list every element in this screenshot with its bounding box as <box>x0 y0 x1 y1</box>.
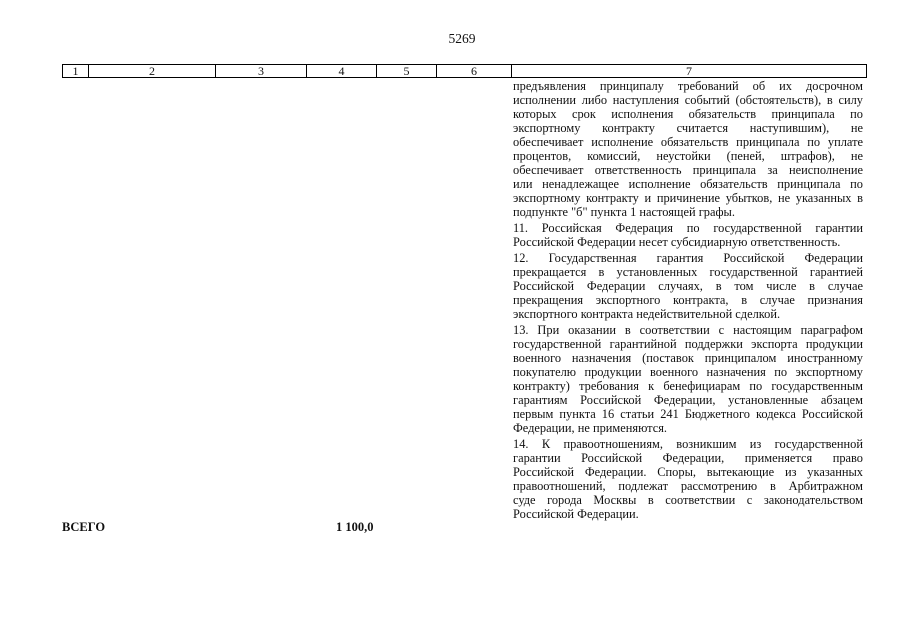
column-header-5: 5 <box>377 65 437 78</box>
text-line: правоотношений, подлежат рассмотрению в Арбитражном <box>513 479 863 493</box>
text-line: первым пункта 16 статьи 241 Бюджетного кодекса Российской <box>513 407 863 421</box>
text-line: суде города Москвы в соответствии с законодательством <box>513 493 863 507</box>
text-line: экспортного контракта недействительной сделкой. <box>513 307 781 321</box>
column-header-7: 7 <box>512 65 867 78</box>
text-line: обеспечивает ответственность принципала за неисполнение <box>513 163 863 177</box>
text-line: экспортному контракту считается наступившим), не <box>513 121 863 135</box>
text-line: обеспечивает исполнение обязательств принципала по уплате <box>513 135 863 149</box>
text-line: гарантии Российской Федерации, применяется право <box>513 451 863 465</box>
text-line: 14. К правоотношениям, возникшим из государственной <box>513 437 863 451</box>
column-header-4: 4 <box>307 65 377 78</box>
column-header-row <box>63 65 867 78</box>
text-line: предъявления принципалу требований об их досрочном <box>513 79 863 93</box>
paragraph <box>513 251 863 321</box>
text-line: экспортному контракту и причинение убытков, не указанных в <box>513 191 863 205</box>
paragraph <box>513 221 863 249</box>
paragraph <box>513 79 863 219</box>
text-line: которых срок исполнения обязательств принципала по <box>513 107 863 121</box>
text-line: прекращения экспортного контракта, в случае признания <box>513 293 863 307</box>
text-line: 13. При оказании в соответствии с настоящим параграфом <box>513 323 863 337</box>
column-header-3: 3 <box>216 65 307 78</box>
text-line: военного назначения (поставок принципалом иностранному <box>513 351 863 365</box>
text-line: или ненадлежащее исполнение обязательств принципала по <box>513 177 863 191</box>
column-header-6: 6 <box>437 65 512 78</box>
paragraph <box>513 323 863 435</box>
text-line: 12. Государственная гарантия Российской Федерации <box>513 251 863 265</box>
text-line: прекращается в установленных государственной гарантией <box>513 265 863 279</box>
total-label: ВСЕГО <box>62 520 106 534</box>
text-line: Российской Федерации. <box>513 507 639 521</box>
column-header-1: 1 <box>63 65 89 78</box>
text-line: гарантиям Российской Федерации, установленные абзацем <box>513 393 863 407</box>
column-header-2: 2 <box>89 65 216 78</box>
total-value: 1 100,0 <box>336 520 374 534</box>
text-line: процентов, комиссий, неустойки (пеней, штрафов), не <box>513 149 863 163</box>
text-line: Российской Федерации. Споры, вытекающие из указанных <box>513 465 863 479</box>
column-header-table <box>62 64 867 78</box>
text-line: подпункте "б" пункта 1 настоящей графы. <box>513 205 735 219</box>
column-7-text <box>513 79 863 521</box>
text-line: Российской Федерации случаях, в том числе в случае <box>513 279 863 293</box>
text-line: 11. Российская Федерация по государственной гарантии <box>513 221 863 235</box>
text-line: Российской Федерации несет субсидиарную ответственность. <box>513 235 841 249</box>
text-line: Федерации, не применяются. <box>513 421 668 435</box>
text-line: государственной гарантийной поддержки экспорта продукции <box>513 337 863 351</box>
text-line: контракту) требования к бенефициарам по государственным <box>513 379 863 393</box>
paragraph <box>513 437 863 521</box>
text-line: покупателю продукции военного назначения по экспортному <box>513 365 863 379</box>
page-number: 5269 <box>448 31 476 46</box>
text-line: исполнении либо наступления событий (обстоятельств), в силу <box>513 93 863 107</box>
